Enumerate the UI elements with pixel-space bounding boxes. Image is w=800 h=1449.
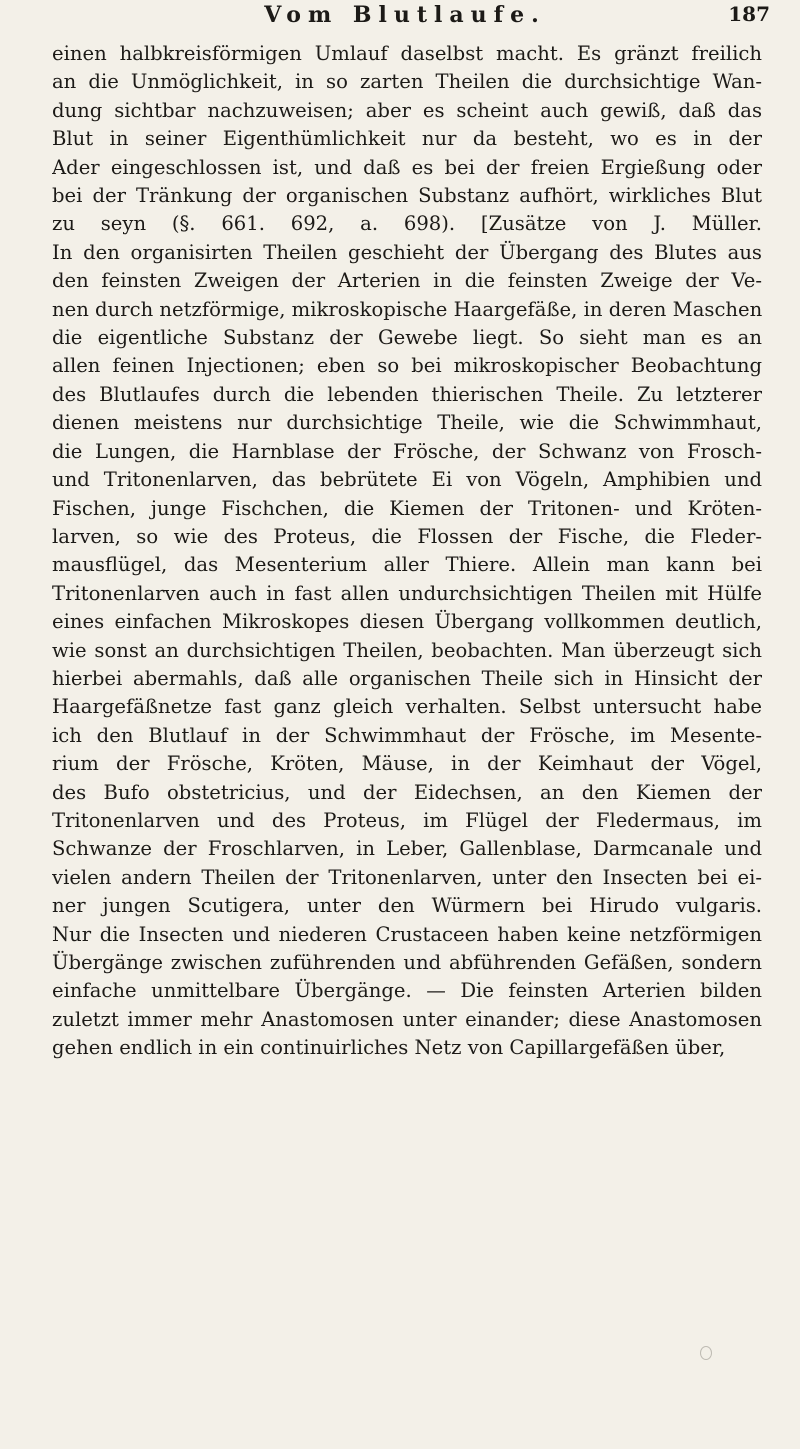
text-line: Fischen, junge Fischchen, die Kiemen der Tritonen- und Kröten- <box>52 496 762 520</box>
text-line: allen feinen Injectionen; eben so bei mikroskopischer Beobachtung <box>52 354 762 378</box>
text-line: ich den Blutlauf in der Schwimmhaut der Frösche, im Mesente- <box>52 723 762 747</box>
text-line: an die Unmöglichkeit, in so zarten Theilen die durchsichtige Wan- <box>52 70 762 94</box>
text-line: des Blutlaufes durch die lebenden thierischen Theile. Zu letzterer <box>52 382 762 406</box>
text-line: Haargefäßnetze fast ganz gleich verhalten. Selbst untersucht habe <box>52 695 762 719</box>
text-line: hierbei abermahls, daß alle organischen Theile sich in Hinsicht der <box>52 666 762 690</box>
text-line: einfache unmittelbare Übergänge. — Die feinsten Arterien bilden <box>52 979 762 1003</box>
text-line: und Tritonenlarven, das bebrütete Ei von Vögeln, Amphibien und <box>52 468 762 492</box>
text-line: gehen endlich in ein continuirliches Netz von Capillargefäßen über, <box>52 1036 726 1060</box>
text-line: Übergänge zwischen zuführenden und abführenden Gefäßen, sondern <box>52 951 762 974</box>
text-line: des Bufo obstetricius, und der Eidechsen, an den Kiemen der <box>52 780 762 804</box>
text-line: ner jungen Scutigera, unter den Würmern bei Hirudo vulgaris. <box>52 894 762 918</box>
text-line: den feinsten Zweigen der Arterien in die feinsten Zweige der Ve- <box>52 269 762 293</box>
page-number: 187 <box>728 2 770 26</box>
text-line: larven, so wie des Proteus, die Flossen der Fische, die Fleder- <box>52 524 762 548</box>
text-line: wie sonst an durchsichtigen Theilen, beobachten. Man überzeugt sich <box>52 638 762 662</box>
text-line: bei der Tränkung der organischen Substanz aufhört, wirkliches Blut <box>52 184 762 208</box>
text-line: Blut in seiner Eigenthümlichkeit nur da besteht, wo es in der <box>52 127 762 151</box>
text-line: Nur die Insecten und niederen Crustaceen haben keine netzförmigen <box>52 922 762 946</box>
page-header <box>40 2 770 30</box>
text-line: Tritonenlarven und des Proteus, im Flügel der Fledermaus, im <box>52 808 762 832</box>
body-text <box>52 40 762 1063</box>
text-line: rium der Frösche, Kröten, Mäuse, in der Keimhaut der Vögel, <box>52 752 762 776</box>
text-line: In den organisirten Theilen geschieht der Übergang des Blutes aus <box>52 240 762 264</box>
text-line: Ader eingeschlossen ist, und daß es bei der freien Ergießung oder <box>52 155 762 179</box>
text-line: nen durch netzförmige, mikroskopische Haargefäße, in deren Maschen <box>52 297 762 321</box>
text-line: dienen meistens nur durchsichtige Theile, wie die Schwimmhaut, <box>52 411 762 435</box>
text-line: zu seyn (§. 661. 692, a. 698). [Zusätze von J. Müller. <box>52 212 762 236</box>
text-line: die Lungen, die Harnblase der Frösche, der Schwanz von Frosch- <box>52 439 762 463</box>
text-line: die eigentliche Substanz der Gewebe liegt. So sieht man es an <box>52 326 762 350</box>
text-line: mausflügel, das Mesenterium aller Thiere. Allein man kann bei <box>52 553 762 577</box>
text-line: eines einfachen Mikroskopes diesen Übergang vollkommen deutlich, <box>52 610 762 634</box>
running-title: Vom Blutlaufe. <box>264 2 546 28</box>
text-line: dung sichtbar nachzuweisen; aber es scheint auch gewiß, daß das <box>52 98 762 122</box>
text-line: Tritonenlarven auch in fast allen undurchsichtigen Theilen mit Hülfe <box>52 581 762 605</box>
text-line: einen halbkreisförmigen Umlauf daselbst macht. Es gränzt freilich <box>52 42 762 65</box>
text-line: vielen andern Theilen der Tritonenlarven, unter den Insecten bei ei- <box>52 865 762 889</box>
text-line: Schwanze der Froschlarven, in Leber, Gallenblase, Darmcanale und <box>52 837 762 861</box>
page-mark-icon <box>700 1346 712 1360</box>
text-line: zuletzt immer mehr Anastomosen unter einander; diese Anastomosen <box>52 1007 762 1031</box>
